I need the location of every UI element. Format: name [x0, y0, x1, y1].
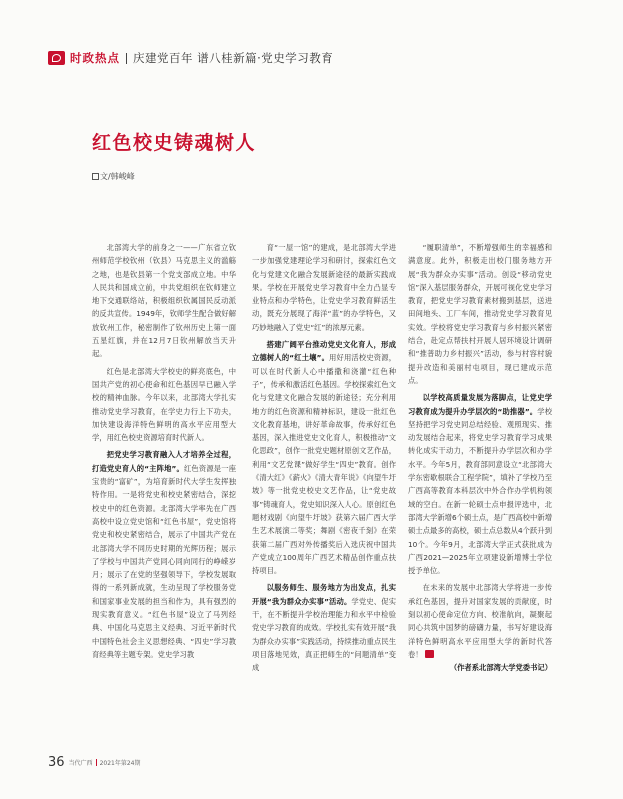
paragraph-text: 学党史、促实干，在不断提升学校治理能力和水平中检验党史学习教育的成效。学校扎实有效开展“我为群众办实事”实践活动，持续推动重点民生项目落地见效，真正把师生的“问题清单”变成 [252, 596, 397, 673]
section-header [48, 50, 333, 66]
column-2 [252, 241, 396, 675]
article-body [92, 241, 552, 731]
article-byline [92, 171, 135, 182]
paragraph-text: 在未来的发展中北部湾大学将进一步传承红色基因，提升对国家发展的贡献度，时刻以初心使命定位方向、校准航向，凝聚起同心共筑中国梦的磅礴力量，书写好建设海洋特色鲜明高水平应用型大学的新时代答卷！ [408, 583, 552, 659]
paragraph-text: 北部湾大学的前身之一——广东省立钦州师范学校钦州（钦县）马克思主义的滥觞之地，也是钦县第一个党支部成立地。中华人民共和国成立前，中共党组织在钦师建立地下交通联络站，积极组织钦属国民反动派的反共宣传。1949年，钦师学生配合做好解放钦州工作，秘密制作了钦州历史上第一面五星红旗，并在12月7日钦州解放当天升起。 [92, 243, 236, 359]
paragraph-text: 学校坚持把学习党史同总结经验、观照现实、推动发展结合起来，将党史学习教育学习成果转化成实干动力，不断提升办学层次和办学水平。今年5月，教育部同意设立“北部湾大学东密歇根联合工程学院”，填补了学校乃至广西高等教育本科层次中外合作办学机构领域的空白。在新一轮硕士点申报评选中，北部湾大学新增6个硕士点，是广西高校中新增硕士点最多的高校，硕士点总数从4个跃升到10个。今年9月，北部湾大学正式获批成为广西2021—2025年立项建设新增博士学位授予单位。 [408, 406, 553, 576]
paragraph-text: 用好用活校史资源，可以在时代新人心中播撒和浇灌“红色种子”，传承和激活红色基因。学校探索红色文化与党建文化融合发展的新途径；充分利用地方的红色资源和精神标识，建设一批红色文化教育基地，讲好革命故事，传承好红色基因，深入推进党史文化育人，积极推动“文化思政”，创作一批党史题材原创文艺作品，利用“文艺党课”做好学生“四史”教育。创作《清大红》《薪火》《清大青年说》《向望牛圩坡》等一批党史校史文艺作品，让“党史故事”铸魂育人，党史知识深入人心。原创红色题材戏剧《向望牛圩坡》获第六届广西大学生艺术展演二等奖；舞剧《密夜千刻》在荣获第二届广西对外传播奖后入选庆祝中国共产党成立100周年广西艺术精品创作重点扶持项目。 [252, 353, 397, 576]
paragraph-lead: 以学校高质量发展为落脚点，让党史学习教育成为提升办学层次的“助推器”。 [408, 393, 552, 416]
page-number: 36 [48, 755, 65, 770]
paragraph [408, 241, 552, 387]
paragraph [252, 241, 396, 334]
page-footer [48, 755, 140, 770]
header-divider [126, 53, 127, 64]
paragraph [92, 448, 236, 661]
paragraph [252, 581, 396, 674]
paragraph [408, 581, 552, 661]
paragraph [252, 338, 396, 577]
paragraph [92, 241, 236, 361]
paragraph-lead: 搭建广阔平台推动党史文化育人，形成立德树人的“红土壤”。 [252, 340, 396, 363]
column-1 [92, 241, 236, 661]
article-title: 红色校史铸魂树人 [92, 132, 257, 154]
footer-divider [96, 759, 97, 766]
end-mark-icon [425, 650, 434, 658]
paragraph [408, 391, 552, 577]
paragraph-text: 育“一屋一馆”的建成，是北部湾大学进一步加强党建理论学习和研讨，探索红色文化与党建文化融合发展新途径的最新实践成果。学校在开展党史学习教育中全力凸显专业特点和办学特色，让党史学习教育鲜活生动，既充分展现了海洋“蓝”的办学特色，又巧妙地融入了党史“红”的浓厚元素。 [252, 243, 396, 332]
section-name: 时政热点 [70, 51, 120, 65]
issue-label: 2021年第24期 [99, 760, 141, 767]
publication-name: 当代广西 [68, 760, 93, 767]
paragraph-text: 红色是北部湾大学校史的鲜亮底色，中国共产党的初心使命和红色基因早已融入学校的精神血脉。今年以来，北部湾大学扎实推动党史学习教育，在学史力行上下功夫，加快建设海洋特色鲜明的高水平应用型大学，用红色校史资源培育时代新人。 [92, 366, 236, 443]
paragraph-text: 红色资源是一座宝贵的“富矿”，为培育新时代大学生发挥独特作用。一是将党史和校史紧密结合，深挖校史中的红色资源。北部湾大学率先在广西高校中设立党史馆和“红色书屋”，党史馆将党史和校史紧密结合，展示了中国共产党在北部湾大学不同历史时期的光辉历程；展示了学校与中国共产党同心同向同行的峥嵘岁月；展示了在党的坚强领导下，学校发展取得的一系列新成就，生动呈现了学校服务党和国家事业发展的担当和作为，具有强烈的现实教育意义。“红色书屋”设立了马列经典、中国化马克思主义经典、习近平新时代中国特色社会主义思想经典、“四史”学习教育经典等主题专架。党史学习教 [92, 463, 236, 659]
column-3 [408, 241, 552, 675]
paragraph [92, 365, 236, 445]
section-subtitle: 庆建党百年 谱八桂新篇·党史学习教育 [133, 51, 334, 65]
byline-prefix: 文/ [100, 172, 111, 181]
author-name: 韩峻峰 [110, 172, 135, 181]
paragraph-lead: 把党史学习教育融入人才培养全过程，打造党史育人的“主阵地”。 [92, 450, 236, 473]
paragraph-lead: 以服务师生、服务地方为出发点，扎实开展“我为群众办实事”活动。 [252, 583, 396, 606]
paragraph-text: “履职清单”，不断增强师生的幸福感和满意度。此外，积极走出校门服务地方开展“我为群众办实事”活动。创设“移动党史馆”深入基层服务群众，开展可视化党史学习教育，把党史学习教育素材搬到基层，送进田间地头、工厂车间，推动党史学习教育见实效。学校将党史学习教育与乡村振兴紧密结合，赴定点帮扶村开展人居环境设计调研和“推普助力乡村振兴”活动，参与村容村貌提升改造和美丽村屯项目，现已建成示范点。 [408, 243, 552, 385]
magazine-logo-icon [48, 51, 65, 65]
author-signature: （作者系北部湾大学党委书记） [449, 663, 552, 673]
byline-box-icon [92, 173, 99, 180]
